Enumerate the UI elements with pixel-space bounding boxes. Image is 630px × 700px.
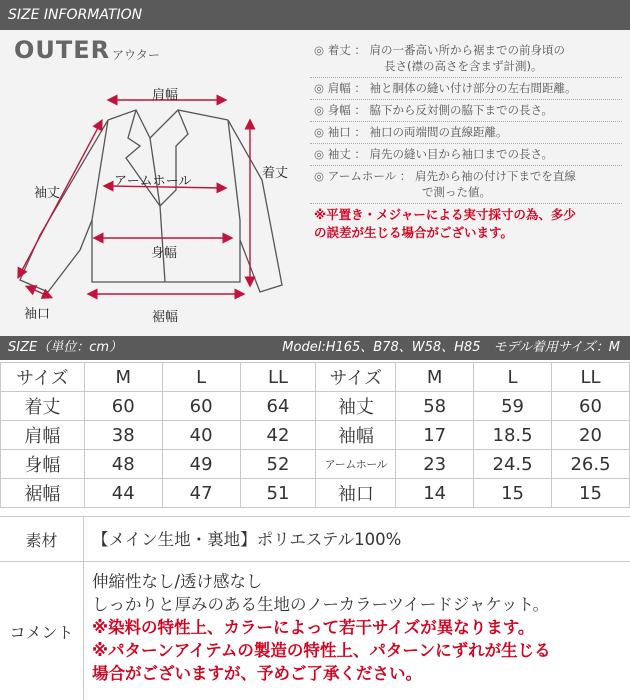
table-row bbox=[1, 479, 630, 508]
material-row bbox=[0, 516, 630, 561]
size-information-header: SIZE INFORMATION bbox=[0, 0, 630, 30]
table-cell: 38 bbox=[84, 421, 162, 450]
table-cell: 58 bbox=[396, 392, 474, 421]
table-cell: 44 bbox=[84, 479, 162, 508]
table-row bbox=[1, 421, 630, 450]
comment-line: 伸縮性なし/透け感なし bbox=[92, 572, 263, 591]
table-cell: 48 bbox=[84, 450, 162, 479]
table-cell: M bbox=[84, 363, 162, 392]
comment-line: しっかりと厚みのある生地のノーカラーツイードジャケット。 bbox=[92, 595, 550, 614]
model-info: Model:H165、B78、W58、H85 モデル着用サイズ：M bbox=[282, 340, 620, 355]
material-value: 【メイン生地・裏地】ポリエステル100% bbox=[92, 530, 402, 549]
table-cell: 着丈 bbox=[1, 392, 85, 421]
table-cell: LL bbox=[240, 363, 316, 392]
table-cell: 40 bbox=[162, 421, 240, 450]
table-cell: 60 bbox=[162, 392, 240, 421]
table-cell: LL bbox=[552, 363, 630, 392]
table-cell: L bbox=[474, 363, 552, 392]
table-row bbox=[1, 392, 630, 421]
table-cell: サイズ bbox=[316, 363, 396, 392]
table-cell: 23 bbox=[396, 450, 474, 479]
table-cell: 15 bbox=[474, 479, 552, 508]
note-armhole: ◎ アームホール ： 肩先から袖の付け下までを直線 で測った値。 bbox=[310, 166, 622, 204]
note-sodeguchi: ◎ 袖口 ： 袖口の両端間の直線距離。 bbox=[310, 122, 622, 144]
table-cell: 袖口 bbox=[316, 479, 396, 508]
table-cell: 袖丈 bbox=[316, 392, 396, 421]
table-cell: 60 bbox=[84, 392, 162, 421]
label-susohaba: 裾幅 bbox=[152, 310, 179, 325]
table-cell: 24.5 bbox=[474, 450, 552, 479]
note-katahaba: ◎ 肩幅 ： 袖と胴体の縫い付け部分の左右間距離。 bbox=[310, 78, 622, 100]
table-cell: 49 bbox=[162, 450, 240, 479]
table-cell: サイズ bbox=[1, 363, 85, 392]
table-cell: 26.5 bbox=[552, 450, 630, 479]
comment-warning: ※パターンアイテムの製造の特性上、パターンにずれが生じる bbox=[92, 641, 551, 660]
table-cell: 肩幅 bbox=[1, 421, 85, 450]
table-cell: 袖幅 bbox=[316, 421, 396, 450]
table-cell: 15 bbox=[552, 479, 630, 508]
table-cell: 64 bbox=[240, 392, 316, 421]
table-cell: L bbox=[162, 363, 240, 392]
note-kitake: ◎ 着丈 ： 肩の一番高い所から裾までの前身頃の 長さ(襟の高さを含まず計測)。 bbox=[310, 40, 622, 78]
label-sodeguchi: 袖口 bbox=[24, 307, 51, 322]
label-kitake: 着丈 bbox=[262, 166, 289, 181]
size-unit-label: SIZE（単位：cm） bbox=[8, 340, 123, 355]
table-cell: 52 bbox=[240, 450, 316, 479]
table-cell: 17 bbox=[396, 421, 474, 450]
table-cell: 47 bbox=[162, 479, 240, 508]
comment-body bbox=[92, 570, 551, 685]
comment-key: コメント bbox=[0, 562, 84, 700]
table-cell: 51 bbox=[240, 479, 316, 508]
table-cell: 60 bbox=[552, 392, 630, 421]
table-cell: M bbox=[396, 363, 474, 392]
table-cell: アームホール bbox=[316, 450, 396, 479]
note-mihaba: ◎ 身幅 ： 脇下から反対側の脇下までの長さ。 bbox=[310, 100, 622, 122]
comment-row bbox=[0, 561, 630, 700]
label-armhole: アームホール bbox=[114, 174, 192, 189]
table-header-row bbox=[1, 363, 630, 392]
label-sodetake: 袖丈 bbox=[34, 186, 61, 201]
table-cell: 身幅 bbox=[1, 450, 85, 479]
material-key: 素材 bbox=[0, 517, 84, 561]
table-cell: 14 bbox=[396, 479, 474, 508]
measurement-warning: ※平置き・メジャーによる実寸採寸の為、多少 の誤差が生じる場合がございます。 bbox=[314, 207, 576, 240]
comment-warning: ※染料の特性上、カラーによって若干サイズが異なります。 bbox=[92, 618, 535, 637]
table-cell: 裾幅 bbox=[1, 479, 85, 508]
label-mihaba: 身幅 bbox=[151, 246, 178, 261]
measurement-notes bbox=[310, 40, 622, 242]
table-cell: 20 bbox=[552, 421, 630, 450]
label-katahaba: 肩幅 bbox=[152, 88, 179, 103]
comment-warning: 場合がございますが、予めご了承ください。 bbox=[92, 664, 422, 683]
size-table bbox=[0, 362, 630, 508]
note-sodetake: ◎ 袖丈 ： 肩先の縫い目から袖口までの長さ。 bbox=[310, 144, 622, 166]
outer-title: OUTER bbox=[14, 36, 111, 64]
table-cell: 18.5 bbox=[474, 421, 552, 450]
table-row bbox=[1, 450, 630, 479]
table-cell: 42 bbox=[240, 421, 316, 450]
table-cell: 59 bbox=[474, 392, 552, 421]
outer-subtitle: アウター bbox=[112, 48, 160, 62]
size-bar bbox=[0, 336, 630, 360]
